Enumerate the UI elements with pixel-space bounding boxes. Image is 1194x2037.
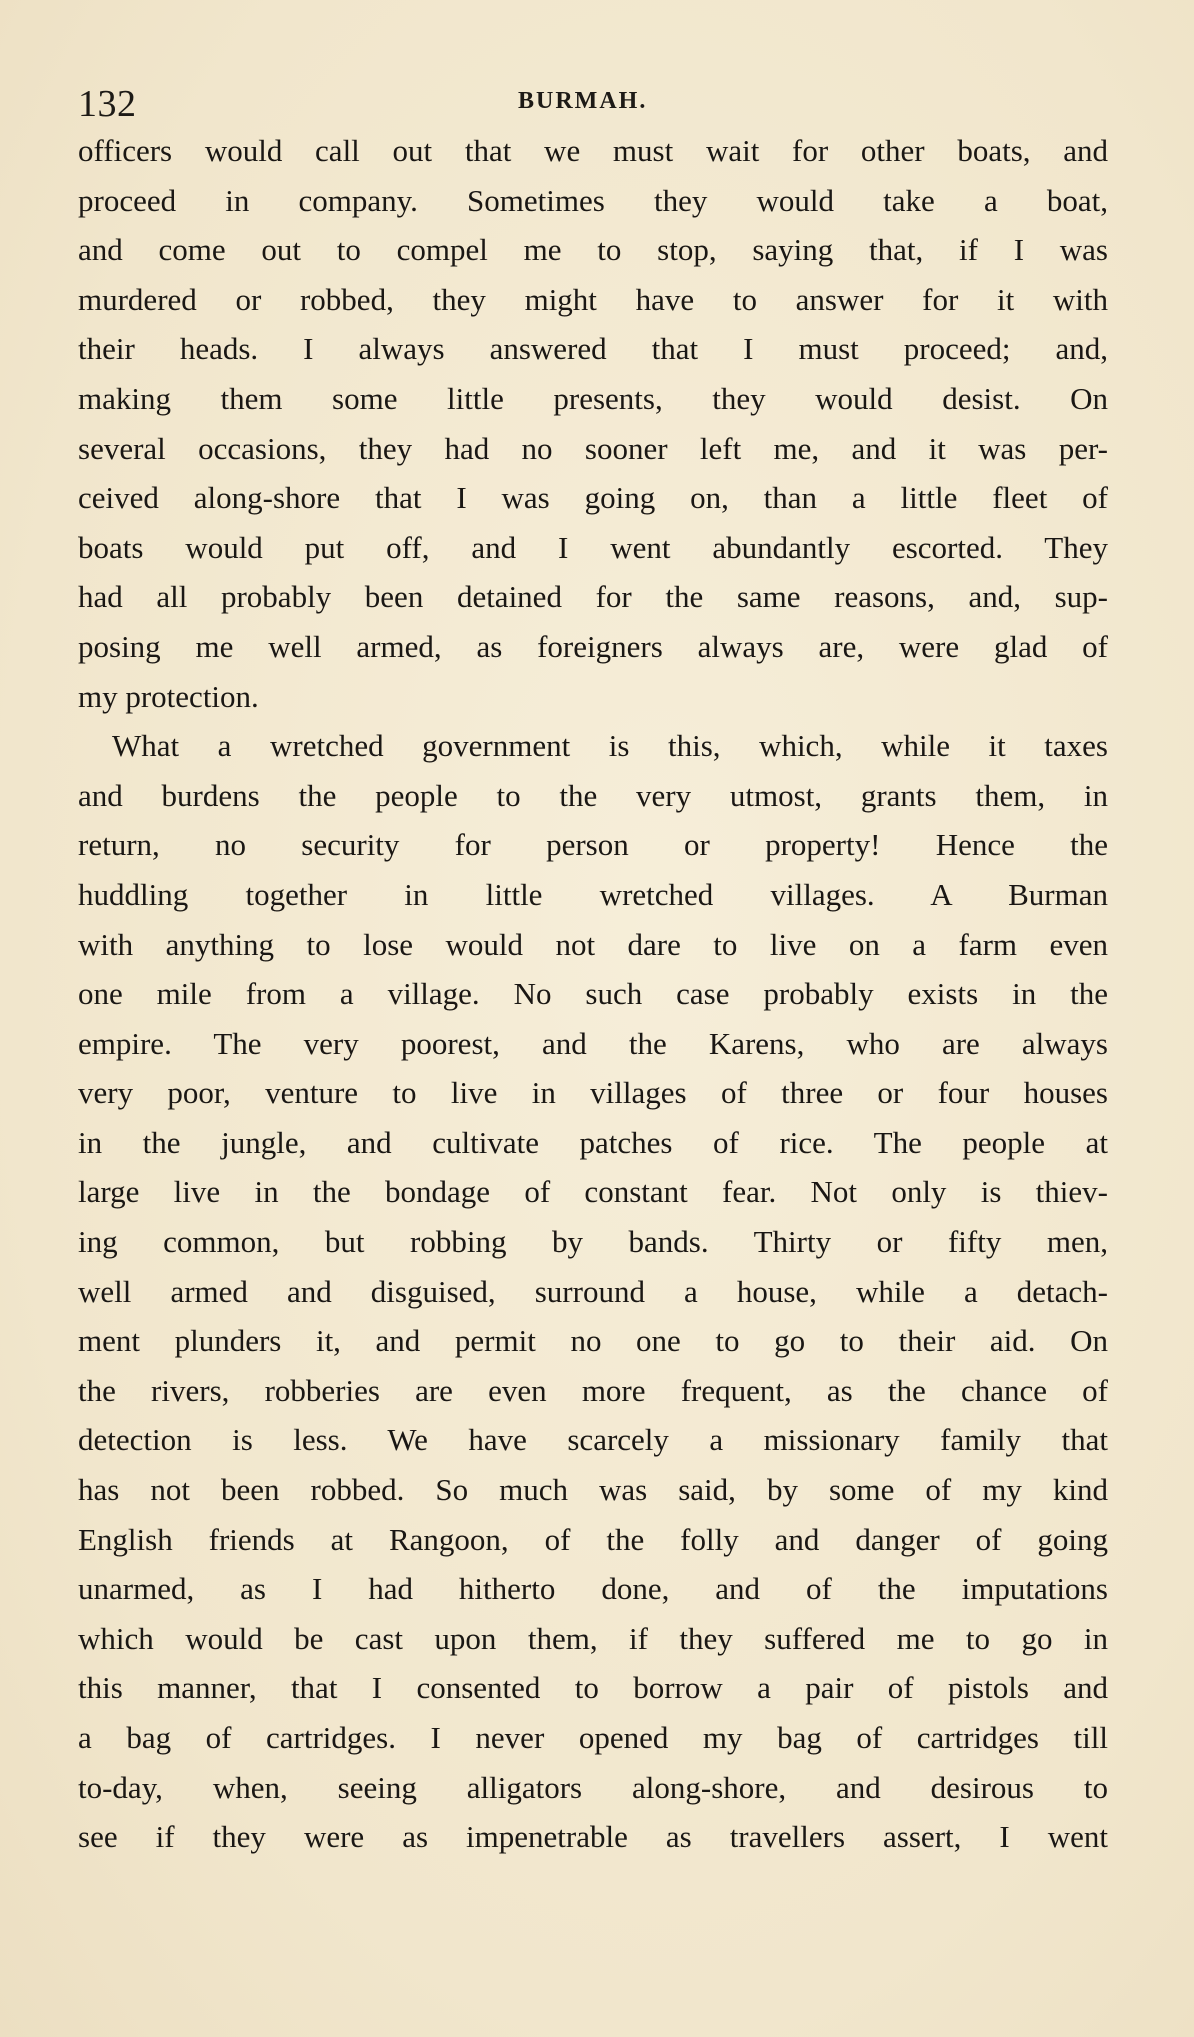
text-line: in the jungle, and cultivate patches of rice. The people at: [78, 1124, 1108, 1160]
text-line: ing common, but robbing by bands. Thirty or fifty men,: [78, 1224, 1108, 1260]
text-line: ment plunders it, and permit no one to go to their aid. On: [78, 1323, 1108, 1359]
text-line: has not been robbed. So much was said, by some of my kind: [78, 1472, 1108, 1508]
text-line: making them some little presents, they would desist. On: [78, 380, 1108, 416]
text-line: huddling together in little wretched villages. A Burman: [78, 876, 1108, 912]
page-header: [78, 82, 1108, 132]
body-text: [78, 126, 1108, 1862]
text-line: a bag of cartridges. I never opened my bag of cartridges till: [78, 1720, 1108, 1755]
text-line: one mile from a village. No such case probably exists in the: [78, 976, 1108, 1012]
text-line: ceived along-shore that I was going on, than a little fleet of: [78, 480, 1108, 516]
text-line: detection is less. We have scarcely a missionary family that: [78, 1422, 1108, 1458]
text-line: return, no security for person or property! Hence the: [78, 827, 1108, 863]
text-line: proceed in company. Sometimes they would take a boat,: [78, 182, 1108, 218]
text-line: officers would call out that we must wait for other boats, and: [78, 133, 1108, 168]
text-line: which would be cast upon them, if they suffered me to go in: [78, 1620, 1108, 1656]
text-line: empire. The very poorest, and the Karens, who are always: [78, 1025, 1108, 1061]
text-line: large live in the bondage of constant fear. Not only is thiev-: [78, 1174, 1108, 1210]
text-line: with anything to lose would not dare to live on a farm even: [78, 926, 1108, 962]
text-line: murdered or robbed, they might have to answer for it with: [78, 281, 1108, 317]
text-line: and burdens the people to the very utmost, grants them, in: [78, 777, 1108, 813]
text-line: their heads. I always answered that I must proceed; and,: [78, 331, 1108, 367]
text-line: this manner, that I consented to borrow a pair of pistols and: [78, 1670, 1108, 1706]
text-line: several occasions, they had no sooner left me, and it was per-: [78, 430, 1108, 466]
text-line: and come out to compel me to stop, saying that, if I was: [78, 232, 1108, 268]
text-line: very poor, venture to live in villages of three or four houses: [78, 1075, 1108, 1111]
text-line: my protection.: [78, 678, 259, 714]
text-line: see if they were as impenetrable as travellers assert, I went: [78, 1819, 1108, 1855]
text-line: to-day, when, seeing alligators along-shore, and desirous to: [78, 1769, 1108, 1805]
text-line: the rivers, robberies are even more frequent, as the chance of: [78, 1372, 1108, 1408]
page-number: 132: [78, 83, 137, 125]
text-line: had all probably been detained for the same reasons, and, sup-: [78, 579, 1108, 615]
running-head: BURMAH.: [518, 88, 648, 114]
text-line: unarmed, as I had hitherto done, and of the imputations: [78, 1571, 1108, 1607]
text-line: What a wretched government is this, which, while it taxes: [112, 728, 1108, 764]
text-line: well armed and disguised, surround a house, while a detach-: [78, 1273, 1108, 1309]
text-line: posing me well armed, as foreigners always are, were glad of: [78, 628, 1108, 664]
text-line: English friends at Rangoon, of the folly and danger of going: [78, 1521, 1108, 1557]
text-line: boats would put off, and I went abundantly escorted. They: [78, 529, 1108, 565]
